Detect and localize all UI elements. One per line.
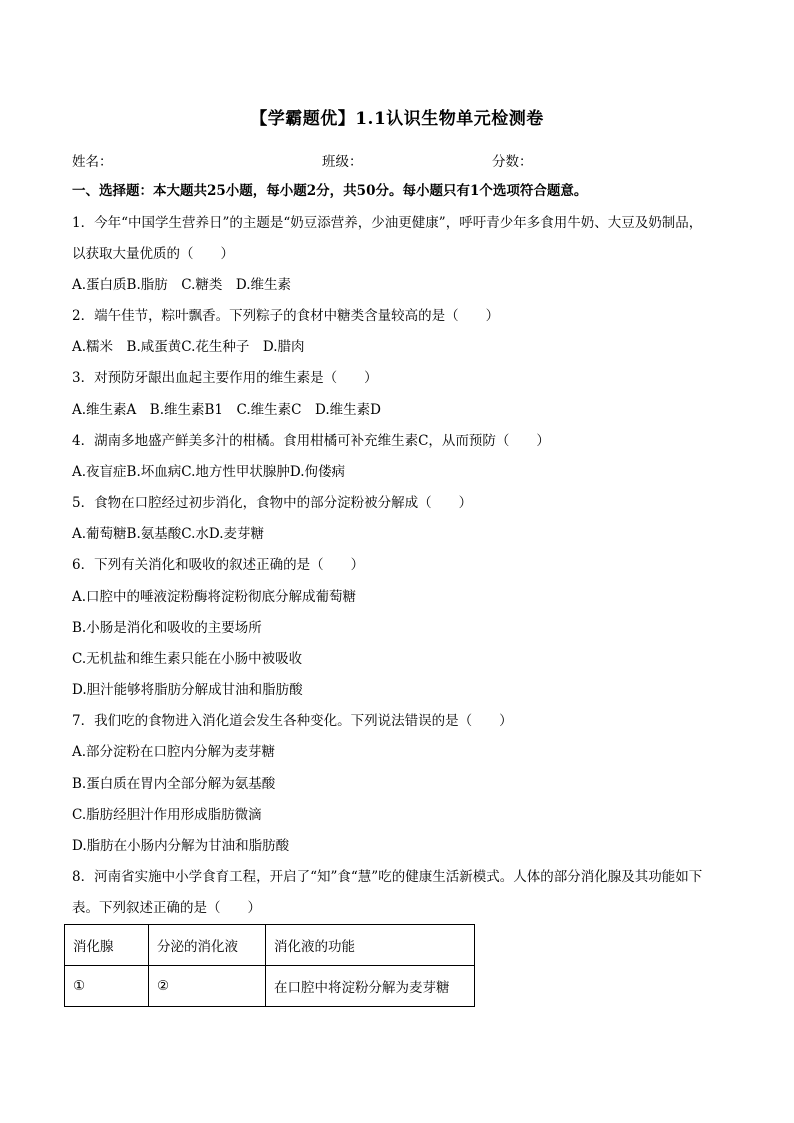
question-line: 7．我们吃的食物进入消化道会发生各种变化。下列说法错误的是（ ）: [72, 713, 513, 729]
page-title: 【学霸题优】1.1认识生物单元检测卷: [250, 109, 544, 129]
option-line: A.蛋白质B.脂肪 C.糖类 D.维生素: [72, 277, 292, 293]
option-line: A.维生素A B.维生素B1 C.维生素C D.维生素D: [72, 402, 381, 418]
digestive-gland-table: [64, 924, 475, 1007]
question-line: 8．河南省实施中小学食育工程，开启了“知”食“慧”吃的健康生活新模式。人体的部分消化腺及其功能如下: [72, 869, 703, 885]
table-cell: ②: [149, 966, 266, 1007]
table-row: [65, 966, 475, 1007]
option-line: D.胆汁能够将脂肪分解成甘油和脂肪酸: [72, 682, 303, 698]
option-line: A.口腔中的唾液淀粉酶将淀粉彻底分解成葡萄糖: [72, 589, 357, 605]
question-line: 2．端午佳节，粽叶飘香。下列粽子的食材中糖类含量较高的是（ ）: [72, 308, 500, 324]
option-line: C.脂肪经胆汁作用形成脂肪微滴: [72, 807, 262, 823]
option-line: A.夜盲症B.坏血病C.地方性甲状腺肿D.佝偻病: [72, 464, 346, 480]
table-cell: ①: [65, 966, 149, 1007]
question-line: 以获取大量优质的（ ）: [72, 246, 234, 262]
option-line: A.糯米 B.咸蛋黄C.花生种子 D.腊肉: [72, 339, 305, 355]
question-line: 6．下列有关消化和吸收的叙述正确的是（ ）: [72, 557, 365, 573]
question-line: 4．湖南多地盛产鲜美多汁的柑橘。食用柑橘可补充维生素C，从而预防（ ）: [72, 433, 550, 449]
question-line: 3．对预防牙龈出血起主要作用的维生素是（ ）: [72, 370, 378, 386]
option-line: D.脂肪在小肠内分解为甘油和脂肪酸: [72, 838, 290, 854]
table-header-cell: 分泌的消化液: [149, 925, 266, 966]
name-label: 姓名：: [72, 154, 113, 170]
question-line: 1．今年“中国学生营养日”的主题是“奶豆添营养，少油更健康”，呼吁青少年多食用牛奶、大豆及奶制品，: [72, 215, 703, 231]
option-line: A.部分淀粉在口腔内分解为麦芽糖: [72, 744, 276, 760]
table-cell: 在口腔中将淀粉分解为麦芽糖: [266, 966, 475, 1007]
option-line: A.葡萄糖B.氨基酸C.水D.麦芽糖: [72, 526, 265, 542]
table-header-row: [65, 925, 475, 966]
option-line: B.蛋白质在胃内全部分解为氨基酸: [72, 776, 276, 792]
section-heading: 一、选择题：本大题共25小题，每小题2分，共50分。每小题只有1个选项符合题意。: [72, 183, 588, 199]
question-line: 表。下列叙述正确的是（ ）: [72, 900, 261, 916]
table-header-cell: 消化腺: [65, 925, 149, 966]
option-line: B.小肠是消化和吸收的主要场所: [72, 620, 262, 636]
table-header-cell: 消化液的功能: [266, 925, 475, 966]
score-label: 分数：: [492, 154, 533, 170]
question-line: 5．食物在口腔经过初步消化，食物中的部分淀粉被分解成（ ）: [72, 495, 473, 511]
option-line: C.无机盐和维生素只能在小肠中被吸收: [72, 651, 303, 667]
class-label: 班级：: [322, 154, 363, 170]
